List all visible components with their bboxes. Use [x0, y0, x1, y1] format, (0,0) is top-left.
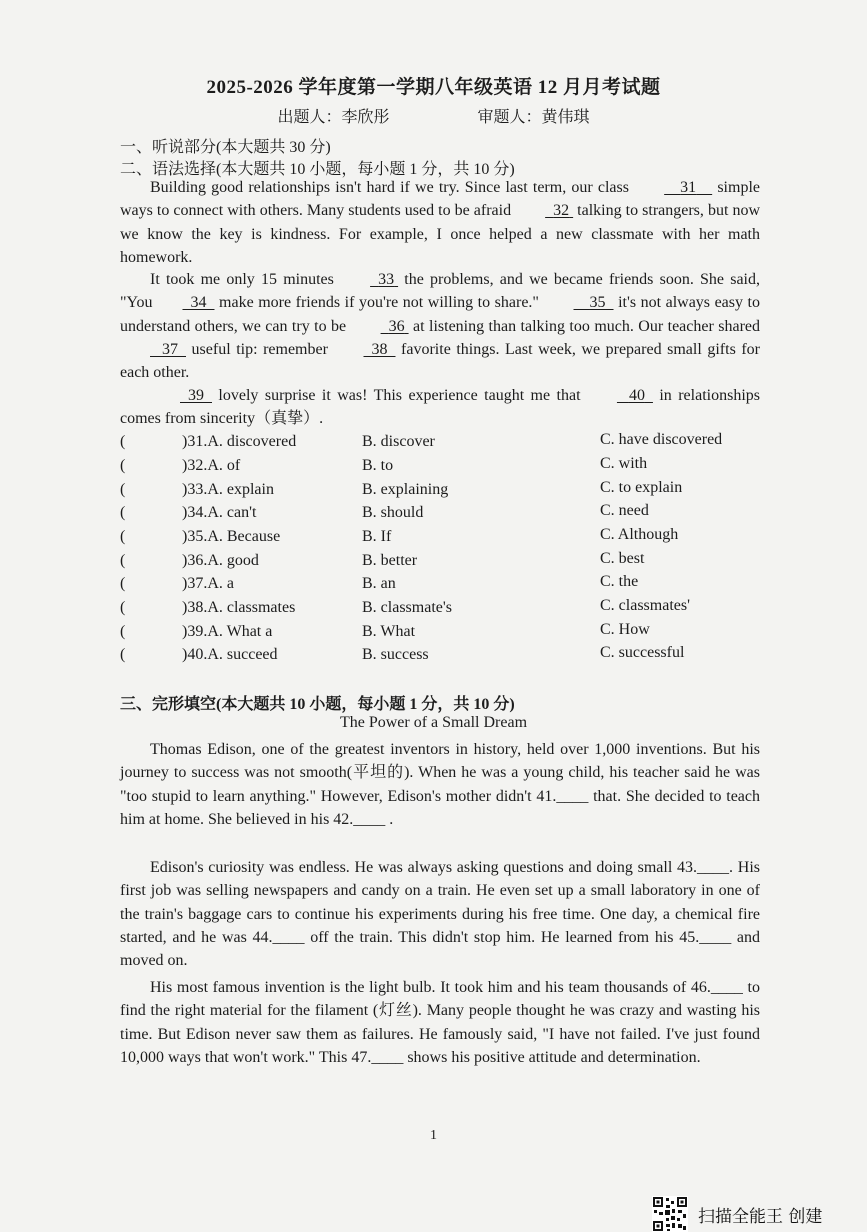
cloze-paragraph-3: His most famous invention is the light bulb. It took him and his team thousands of 46.____ to find the right material for the filament (灯丝). Many people thought he was crazy and wasting his time. But Edison never saw them as failures. He famously said, "I have not failed. I've just found 10,000 ways that won't work." This 47.____ shows his positive attitude and determination.	[120, 979, 760, 1066]
blank-35: 35	[589, 294, 606, 312]
option-row: ( )39.A. What a B. What C. How	[120, 621, 650, 640]
section1-heading: 一、听说部分(本大题共 30 分)	[120, 139, 331, 156]
blank-37: 37	[162, 340, 178, 358]
exam-title: 2025-2026 学年度第一学期八年级英语 12 月月考试题	[206, 77, 661, 98]
cloze-paragraph-2: Edison's curiosity was endless. He was always asking questions and doing small 43.____. His first job was selling newspapers and candy on a train. He even set up a small laboratory in one of the train's baggage cars to continue his experiments during his free time. One day, a chemical fire started, and he was 44.____ off the train. This didn't stop him. He learned from his 45.____ and moved on.	[120, 859, 760, 970]
authors-line	[0, 104, 867, 127]
grammar-paragraph-1: Building good relationships isn't hard if we try. Since last term, our class 31 simple ways to connect with others. Many students used to be afraid 32 talking to strangers, but now we know the key is kindness. For example, I once helped a new classmate with her math homework.	[120, 176, 760, 269]
option-row: ( )36.A. good B. better C. best	[120, 550, 645, 569]
qr-code-icon	[652, 1196, 688, 1232]
blank-31: 31	[680, 179, 697, 196]
blank-38: 38	[371, 340, 388, 358]
cloze-paragraph-1: Thomas Edison, one of the greatest inventors in history, held over 1,000 inventions. But his journey to success was not smooth(平坦的). When he was a young child, his teacher said he was "too stupid to learn anything." However, Edison's mother didn't 41.____ that. She decided to teach him at home. She believed in his 42.____ .	[120, 741, 760, 828]
scanner-watermark	[652, 1196, 822, 1232]
option-row: ( )35.A. Because B. If C. Although	[120, 526, 679, 545]
passage-title: The Power of a Small Dream	[339, 714, 528, 731]
blank-32: 32	[553, 202, 570, 220]
page-number: 1	[430, 1128, 437, 1143]
reviewer-name: 审题人：黄伟琪	[477, 109, 590, 126]
grammar-paragraph-3: 39 lovely surprise it was! This experience taught me that 40 in relationships comes from sincerity（真挚）.	[120, 384, 760, 431]
watermark-text: 扫描全能王 创建	[698, 1206, 823, 1227]
blank-34: 34	[190, 294, 207, 312]
blank-40: 40	[628, 387, 645, 404]
option-row: ( )32.A. of B. to C. with	[120, 455, 648, 474]
option-row: ( )40.A. succeed B. success C. successful	[120, 644, 685, 663]
blank-39: 39	[188, 387, 204, 404]
setter-name: 出题人：李欣彤	[277, 109, 390, 126]
section2-heading: 二、语法选择(本大题共 10 小题，每小题 1 分，共 10 分)	[120, 161, 515, 178]
option-row: ( )38.A. classmates B. classmate's C. classmates'	[120, 597, 690, 616]
grammar-paragraph-2: It took me only 15 minutes 33 the problems, and we became friends soon. She said, "You 34 make more friends if you're not willing to share." 35 it's not always easy to understand others, we can try to be 36 at listening than talking too much. Our teacher shared 37 useful tip: remember 38 favorite things. Last week, we prepared small gifts for each other.	[120, 268, 760, 384]
blank-36: 36	[388, 317, 405, 335]
blank-33: 33	[378, 271, 395, 288]
option-row: ( )37.A. a B. an C. the	[120, 573, 639, 592]
option-row: ( )33.A. explain B. explaining C. to explain	[120, 479, 683, 498]
section3-heading: 三、完形填空(本大题共 10 小题，每小题 1 分，共 10 分)	[120, 696, 515, 713]
option-row: ( )31.A. discovered B. discover C. have discovered	[120, 431, 723, 450]
option-row: ( )34.A. can't B. should C. need	[120, 502, 649, 521]
